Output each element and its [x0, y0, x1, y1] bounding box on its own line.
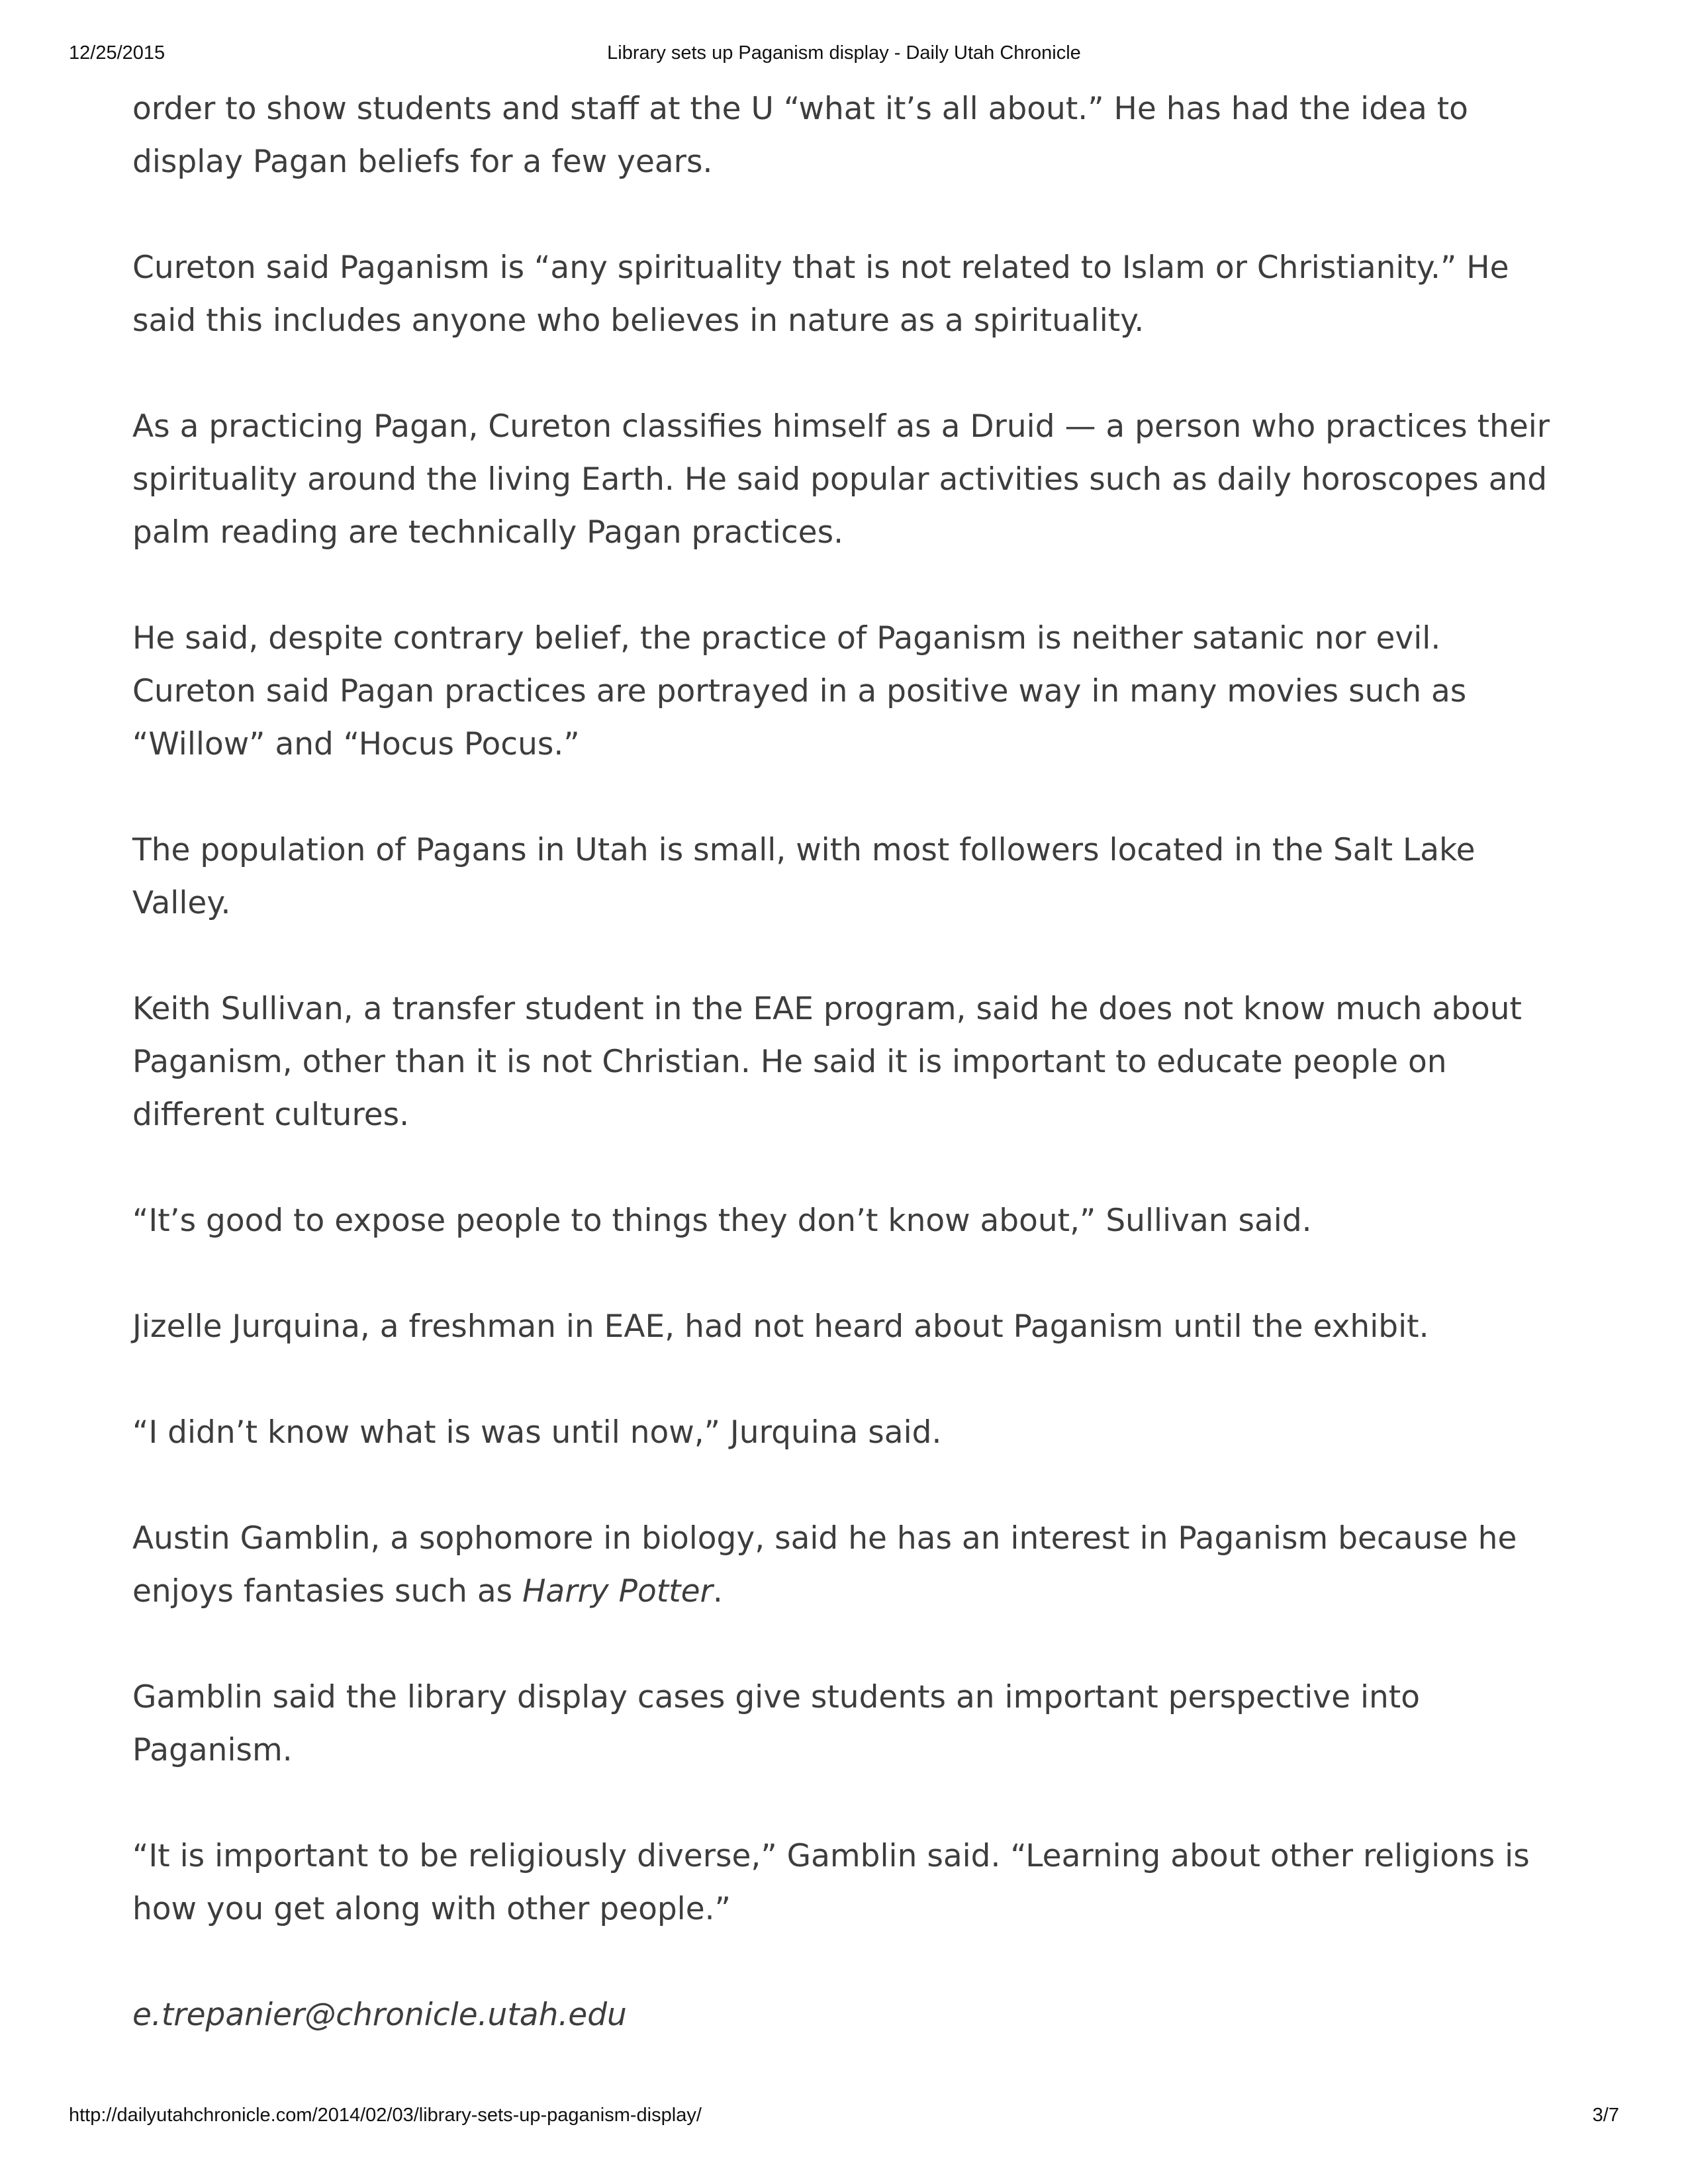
page-number: 3/7 [1592, 2105, 1619, 2126]
print-date: 12/25/2015 [69, 42, 165, 64]
paragraph-gamblin [132, 1512, 1569, 1618]
author-email-link[interactable]: e.trepanier@chronicle.utah.edu [132, 1997, 627, 2033]
paragraph: “It is important to be religiously diverse,” Gamblin said. “Learning about other religions is how you get along with other people.” [132, 1838, 1530, 1927]
page-title: Library sets up Paganism display - Daily Utah Chronicle [607, 42, 1081, 64]
book-title: Harry Potter [522, 1573, 713, 1610]
page-url: http://dailyutahchronicle.com/2014/02/03/library-sets-up-paganism-display/ [69, 2105, 702, 2126]
paragraph: “It’s good to expose people to things they don’t know about,” Sullivan said. [132, 1203, 1312, 1239]
paragraph: Gamblin said the library display cases give students an important perspective into Paganism. [132, 1679, 1420, 1768]
paragraph: The population of Pagans in Utah is small, with most followers located in the Salt Lake Valley. [132, 832, 1476, 921]
print-header [0, 0, 1688, 73]
print-footer [0, 2105, 1688, 2144]
paragraph: Cureton said Paganism is “any spirituality that is not related to Islam or Christianity.” He said this includes anyone who believes in nature as a spirituality. [132, 250, 1509, 339]
paragraph: He said, despite contrary belief, the practice of Paganism is neither satanic nor evil. Cureton said Pagan practices are portrayed in a positive way in many movies such as “Willow” and “Hocus Pocus.” [132, 620, 1467, 762]
article-body [132, 83, 1569, 2095]
gamblin-end-text: . [712, 1573, 723, 1610]
paragraph: Keith Sullivan, a transfer student in the EAE program, said he does not know much about Paganism, other than it is not Christian. He said it is important to educate people on different cultures. [132, 991, 1522, 1133]
paragraph: order to show students and staff at the U “what it’s all about.” He has had the idea to display Pagan beliefs for a few years. [132, 91, 1468, 180]
gamblin-intro-text: Austin Gamblin, a sophomore in biology, said he has an interest in Paganism because he enjoys fantasies such as [132, 1520, 1517, 1610]
paragraph: “I didn’t know what is was until now,” Jurquina said. [132, 1414, 942, 1451]
paragraph: As a practicing Pagan, Cureton classifies himself as a Druid — a person who practices their spirituality around the living Earth. He said popular activities such as daily horoscopes and palm reading are technically Pagan practices. [132, 408, 1550, 551]
paragraph: Jizelle Jurquina, a freshman in EAE, had not heard about Paganism until the exhibit. [132, 1308, 1429, 1345]
